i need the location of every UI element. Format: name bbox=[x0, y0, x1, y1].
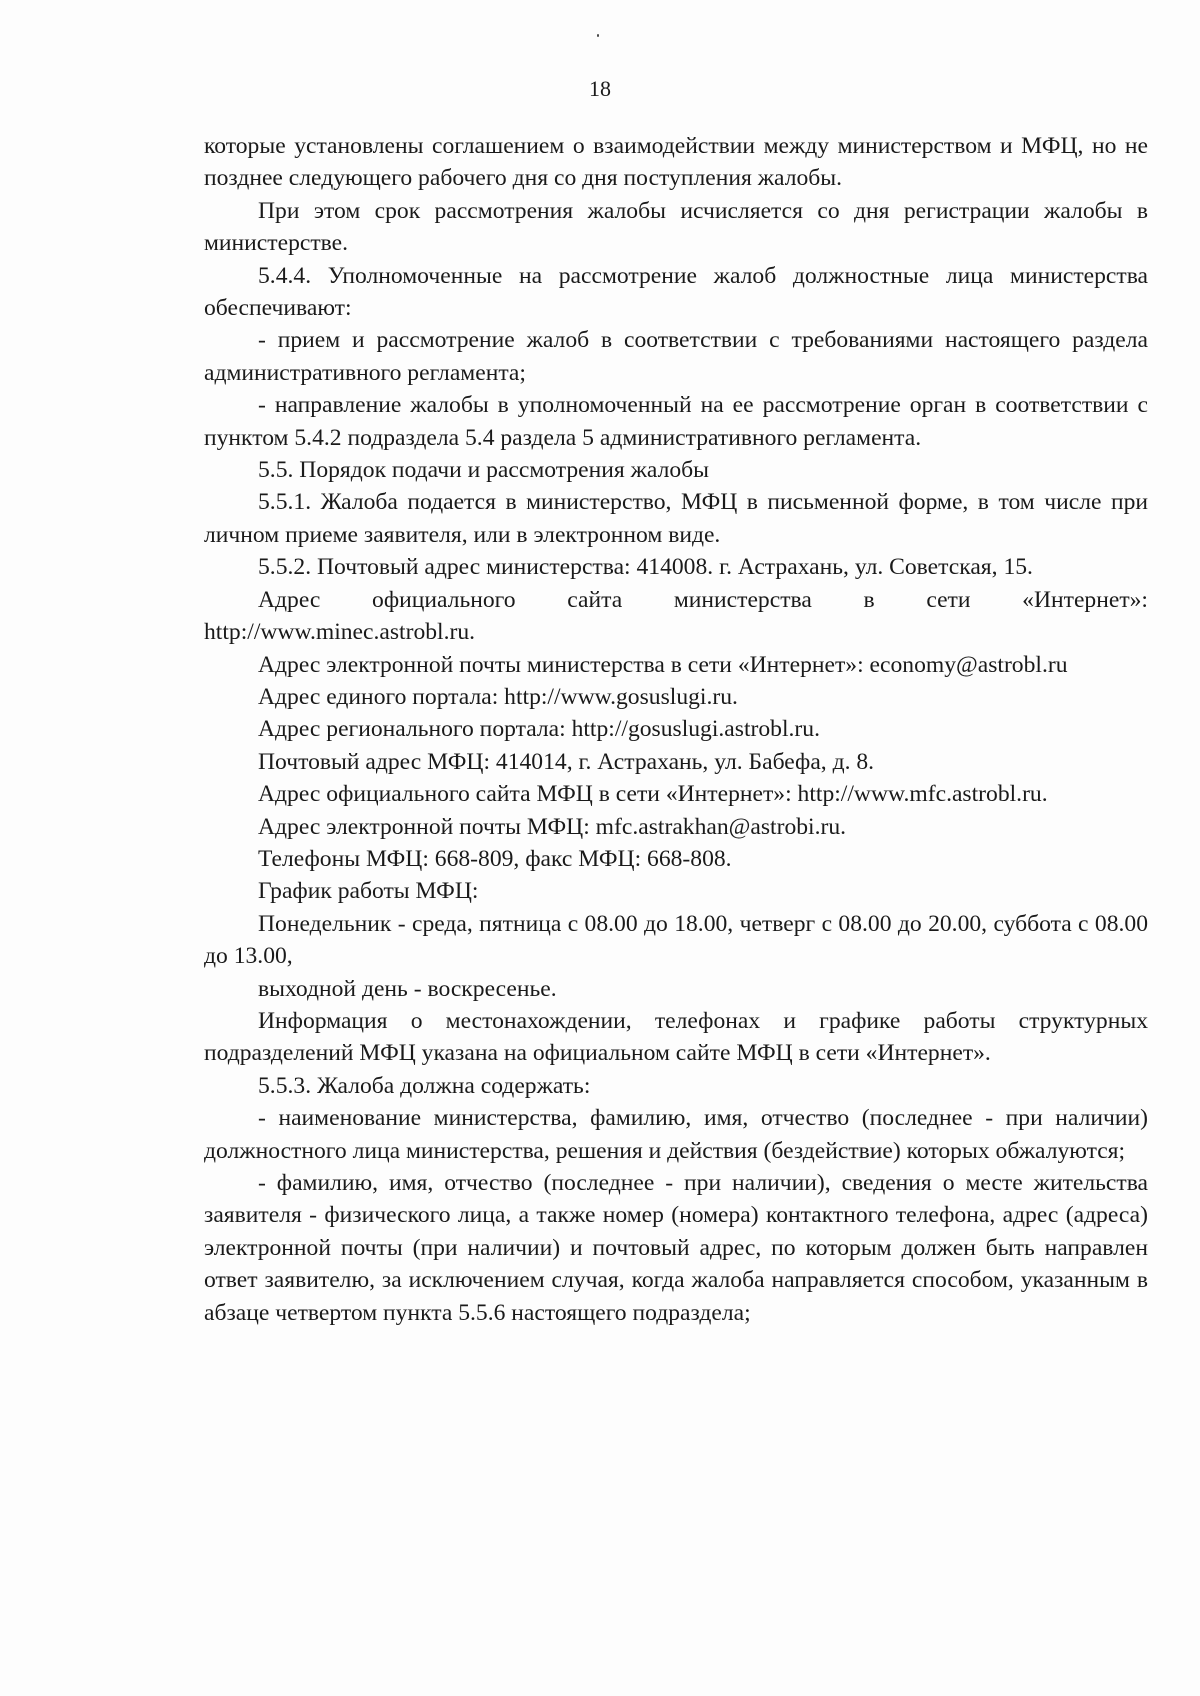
paragraph: - наименование министерства, фамилию, имя, отчество (последнее - при наличии) должностного лица министерства, решения и действия (бездействие) которых обжалуются; bbox=[204, 1105, 1148, 1164]
paragraph: При этом срок рассмотрения жалобы исчисляется со дня регистрации жалобы в министерстве. bbox=[204, 197, 1148, 257]
paragraph: Понедельник - среда, пятница с 08.00 до 18.00, четверг с 08.00 до 20.00, суббота с 08.00 до 13.00, bbox=[204, 910, 1148, 970]
scan-speck bbox=[597, 34, 599, 37]
paragraph: 5.5.2. Почтовый адрес министерства: 414008. г. Астрахань, ул. Советская, 15. bbox=[258, 554, 1033, 581]
paragraph: Адрес единого портала: http://www.gosuslugi.ru. bbox=[258, 683, 738, 710]
paragraph: Адрес электронной почты министерства в сети «Интернет»: economy@astrobl.ru bbox=[258, 651, 1068, 678]
paragraph: Адрес электронной почты МФЦ: mfc.astrakhan@astrobi.ru. bbox=[258, 813, 847, 840]
paragraph: График работы МФЦ: bbox=[258, 878, 479, 905]
paragraph: Телефоны МФЦ: 668-809, факс МФЦ: 668-808. bbox=[258, 845, 732, 872]
paragraph: которые установлены соглашением о взаимодействии между министерством и МФЦ, но не позднее следующего рабочего дня со дня поступления жалобы. bbox=[204, 133, 1148, 192]
section-heading: 5.5. Порядок подачи и рассмотрения жалобы bbox=[258, 457, 710, 484]
paragraph: - фамилию, имя, отчество (последнее - при наличии), сведения о месте жительства заявителя - физического лица, а также номер (номера) контактного телефона, адрес (адреса) электронной почты (при наличии) и почтовый адрес, по которым должен быть направлен ответ заявителю, за исключением случая, когда жалоба направляется способом, указанным в абзаце четвертом пункта 5.5.6 настоящего подраздела; bbox=[204, 1170, 1148, 1326]
paragraph: Почтовый адрес МФЦ: 414014, г. Астрахань, ул. Бабефа, д. 8. bbox=[258, 748, 875, 775]
paragraph: Адрес регионального портала: http://gosuslugi.astrobl.ru. bbox=[258, 716, 820, 743]
paragraph: выходной день - воскресенье. bbox=[258, 975, 557, 1002]
paragraph: - направление жалобы в уполномоченный на ее рассмотрение орган в соответствии с пунктом 5.4.2 подраздела 5.4 раздела 5 административного регламента. bbox=[204, 392, 1148, 451]
page-number: 18 bbox=[589, 76, 611, 101]
paragraph: - прием и рассмотрение жалоб в соответствии с требованиями настоящего раздела административного регламента; bbox=[204, 327, 1148, 386]
document-body bbox=[204, 130, 1148, 1329]
paragraph: 5.5.1. Жалоба подается в министерство, МФЦ в письменной форме, в том числе при личном приеме заявителя, или в электронном виде. bbox=[204, 489, 1148, 548]
paragraph: Адрес официального сайта МФЦ в сети «Интернет»: http://www.mfc.astrobl.ru. bbox=[258, 781, 1048, 808]
paragraph: Адрес официального сайта министерства в сети «Интернет»: http://www.minec.astrobl.ru. bbox=[204, 586, 1148, 646]
paragraph: 5.5.3. Жалоба должна содержать: bbox=[258, 1072, 591, 1099]
paragraph: 5.4.4. Уполномоченные на рассмотрение жалоб должностные лица министерства обеспечивают: bbox=[204, 262, 1148, 322]
paragraph: Информация о местонахождении, телефонах и графике работы структурных подразделений МФЦ указана на официальном сайте МФЦ в сети «Интернет». bbox=[204, 1007, 1148, 1067]
